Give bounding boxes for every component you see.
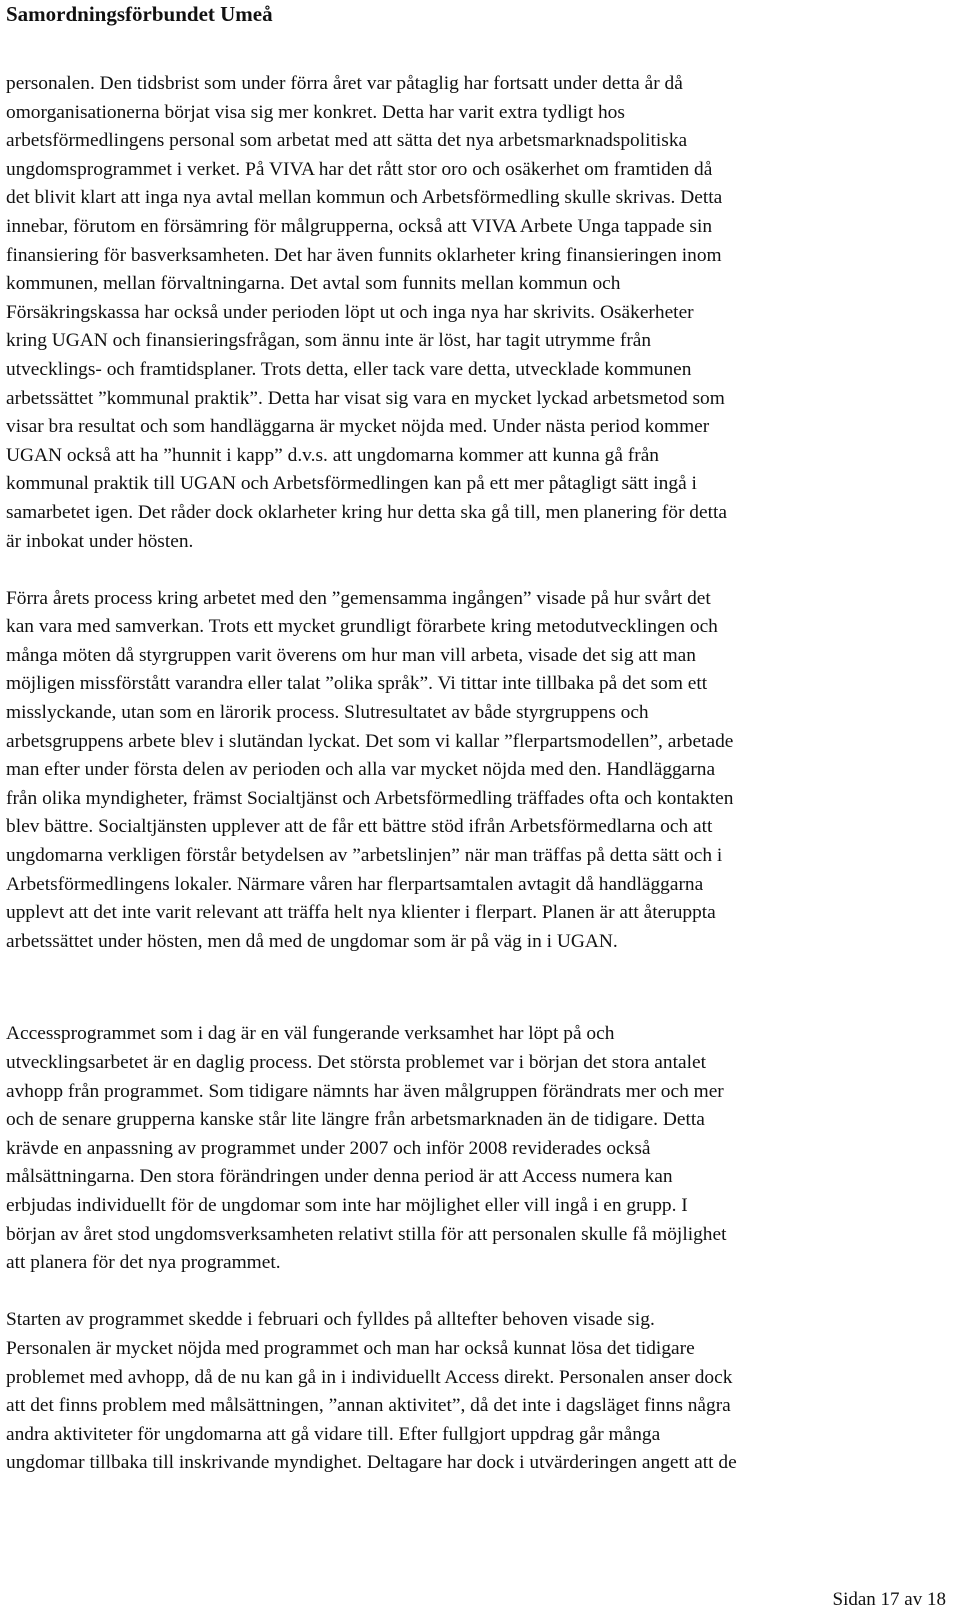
text-line: erbjudas individuellt för de ungdomar som inte har möjlighet eller vill ingå i en grupp. I	[6, 1194, 688, 1216]
text-line: problemet med avhopp, då de nu kan gå in i individuellt Access direkt. Personalen anser dock	[6, 1366, 733, 1388]
text-line: ungdomarna verkligen förstår betydelsen av ”arbetslinjen” när man träffas på detta sätt och i	[6, 845, 723, 867]
page-header-title: Samordningsförbundet Umeå	[6, 2, 273, 26]
paragraph-spacer	[6, 556, 952, 585]
page-number: Sidan 17 av 18	[832, 1589, 946, 1610]
text-line: många möten då styrgruppen varit överens om hur man vill arbeta, visade det sig att man	[6, 644, 696, 666]
text-line: att planera för det nya programmet.	[6, 1252, 281, 1274]
text-line: är inbokat under hösten.	[6, 530, 194, 552]
text-line: ungdomar tillbaka till inskrivande myndighet. Deltagare har dock i utvärderingen angett att de	[6, 1452, 737, 1474]
text-line: visar bra resultat och som handläggarna är mycket nöjda med. Under nästa period kommer	[6, 416, 710, 438]
document-body	[6, 70, 952, 1478]
text-line: ungdomsprogrammet i verket. På VIVA har det rått stor oro och osäkerhet om framtiden då	[6, 158, 713, 180]
paragraph-2	[6, 585, 952, 957]
text-line: blev bättre. Socialtjänsten upplever att de får ett bättre stöd ifrån Arbetsförmedlarna och att	[6, 816, 713, 838]
paragraph-1	[6, 70, 952, 556]
text-line: arbetssättet ”kommunal praktik”. Detta har visat sig vara en mycket lyckad arbetsmetod som	[6, 387, 725, 409]
text-line: Arbetsförmedlingens lokaler. Närmare våren har flerpartsamtalen avtagit då handläggarna	[6, 873, 704, 895]
paragraph-spacer	[6, 956, 952, 1020]
text-line: arbetsförmedlingens personal som arbetat med att sätta det nya arbetsmarknadspolitiska	[6, 130, 688, 152]
text-line: innebar, förutom en försämring för målgrupperna, också att VIVA Arbete Unga tappade sin	[6, 215, 713, 237]
text-line: Förra årets process kring arbetet med den ”gemensamma ingången” visade på hur svårt det	[6, 587, 711, 609]
text-line: upplevt att det inte varit relevant att träffa helt nya klienter i flerpart. Planen är att återuppta	[6, 902, 716, 924]
text-line: kan vara med samverkan. Trots ett mycket grundligt förarbete kring metodutvecklingen och	[6, 616, 718, 638]
text-line: andra aktiviteter för ungdomarna att gå vidare till. Efter fullgjort uppdrag går många	[6, 1423, 661, 1445]
text-line: Starten av programmet skedde i februari och fylldes på alltefter behoven visade sig.	[6, 1309, 655, 1331]
text-line: från olika myndigheter, främst Socialtjänst och Arbetsförmedling träffades ofta och kontakten	[6, 787, 734, 809]
text-line: omorganisationerna börjat visa sig mer konkret. Detta har varit extra tydligt hos	[6, 101, 625, 123]
text-line: kommunal praktik till UGAN och Arbetsförmedlingen kan på ett mer påtagligt sätt ingå i	[6, 473, 697, 495]
text-line: kommunen, mellan förvaltningarna. Det avtal som funnits mellan kommun och	[6, 273, 621, 295]
text-line: arbetssättet under hösten, men då med de ungdomar som är på väg in i UGAN.	[6, 930, 618, 952]
paragraph-spacer	[6, 1278, 952, 1307]
paragraph-4	[6, 1306, 952, 1478]
text-line: finansiering för basverksamheten. Det har även funnits oklarheter kring finansieringen inom	[6, 244, 722, 266]
text-line: Försäkringskassa har också under perioden löpt ut och inga nya har skrivits. Osäkerheter	[6, 301, 694, 323]
text-line: att det finns problem med målsättningen, ”annan aktivitet”, då det inte i dagsläget finns några	[6, 1395, 731, 1417]
text-line: samarbetet igen. Det råder dock oklarheter kring hur detta ska gå till, men planering för detta	[6, 501, 727, 523]
text-line: det blivit klart att inga nya avtal mellan kommun och Arbetsförmedling skulle skrivas. Detta	[6, 187, 723, 209]
text-line: UGAN också att ha ”hunnit i kapp” d.v.s. att ungdomarna kommer att kunna gå från	[6, 444, 659, 466]
text-line: utvecklingsarbetet är en daglig process. Det största problemet var i början det stora antalet	[6, 1052, 706, 1073]
text-line: kring UGAN och finansieringsfrågan, som ännu inte är löst, har tagit utrymme från	[6, 330, 652, 352]
text-line: Accessprogrammet som i dag är en väl fungerande verksamhet har löpt på och	[6, 1023, 615, 1045]
text-line: början av året stod ungdomsverksamheten relativt stilla för att personalen skulle få möjlighet	[6, 1223, 727, 1245]
text-line: man efter under första delen av perioden och alla var mycket nöjda med den. Handläggarna	[6, 759, 716, 781]
text-line: utvecklings- och framtidsplaner. Trots detta, eller tack vare detta, utvecklade kommunen	[6, 358, 692, 380]
text-line: personalen. Den tidsbrist som under förra året var påtaglig har fortsatt under detta år då	[6, 73, 683, 94]
text-line: möjligen missförstått varandra eller talat ”olika språk”. Vi tittar inte tillbaka på det som ett	[6, 673, 708, 695]
text-line: målsättningarna. Den stora förändringen under denna period är att Access numera kan	[6, 1166, 673, 1188]
text-line: Personalen är mycket nöjda med programmet och man har också kunnat lösa det tidigare	[6, 1337, 695, 1359]
text-line: avhopp från programmet. Som tidigare nämnts har även målgruppen förändrats mer och mer	[6, 1080, 724, 1102]
text-line: misslyckande, utan som en lärorik process. Slutresultatet av både styrgruppens och	[6, 702, 649, 724]
paragraph-3	[6, 1020, 952, 1277]
text-line: och de senare grupperna kanske står lite längre från arbetsmarknaden än de tidigare. Detta	[6, 1109, 705, 1131]
text-line: arbetsgruppens arbete blev i slutändan lyckat. Det som vi kallar ”flerpartsmodellen”, arbetade	[6, 730, 734, 752]
text-line: krävde en anpassning av programmet under 2007 och inför 2008 reviderades också	[6, 1137, 651, 1159]
